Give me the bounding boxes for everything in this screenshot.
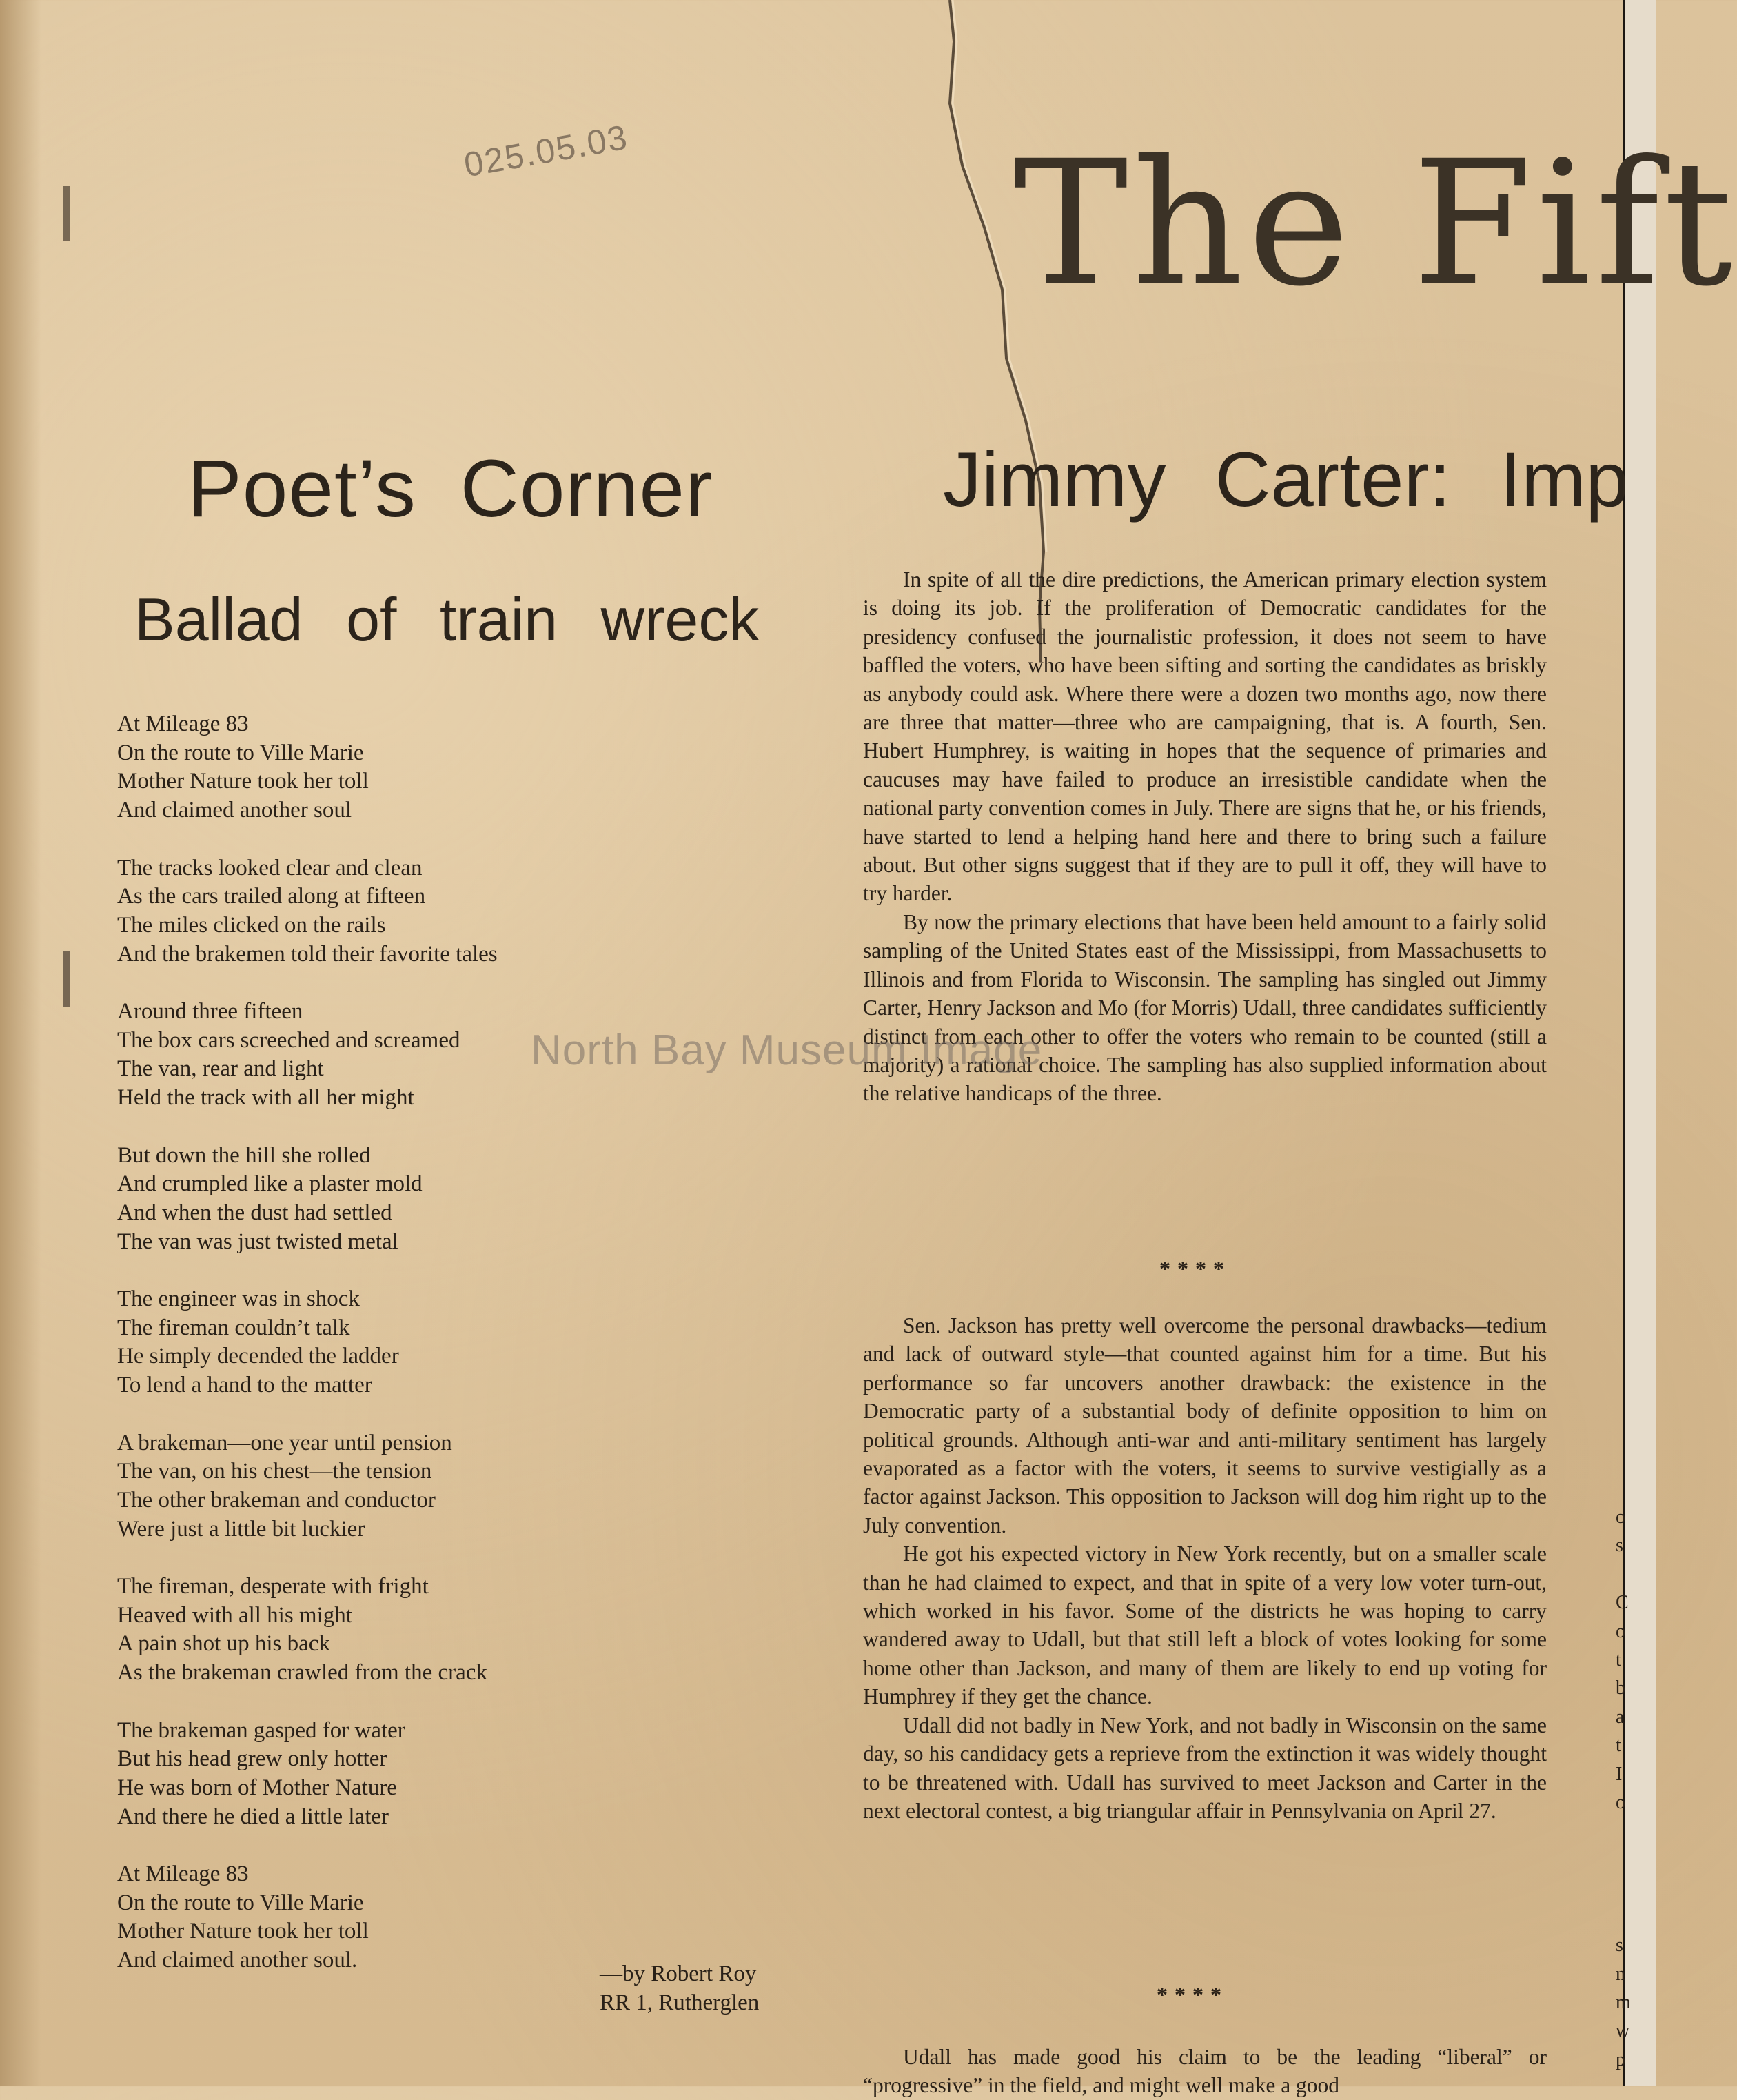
poem-line: And when the dust had settled: [117, 1200, 392, 1225]
accession-number: 025.05.03: [460, 117, 631, 185]
poem-line: To lend a hand to the matter: [117, 1373, 372, 1398]
poem-line: And there he died a little later: [117, 1804, 389, 1829]
poem-line: And the brakemen told their favorite tales: [117, 941, 498, 967]
poem-stanza: [117, 1142, 655, 1257]
poem-line: On the route to Ville Marie: [117, 740, 364, 765]
article-paragraph: Udall has made good his claim to be the leading “liberal” or “progressive” in the field, and might well make a good: [863, 2045, 1547, 2098]
poem-line: The engineer was in shock: [117, 1286, 360, 1311]
fragment-letter: a: [1616, 1706, 1625, 1728]
section-title: Poet’s Corner: [187, 443, 713, 534]
poem-line: And claimed another soul.: [117, 1948, 358, 1973]
article-headline: Jimmy Carter: Imp: [943, 436, 1629, 523]
poem-line: He simply decended the ladder: [117, 1344, 399, 1369]
article-paragraph: By now the primary elections that have been held amount to a fairly solid sampling of the United States east of the Mississippi, from Massachusetts to Illinois and from Florida to Wisconsin. The sampling has singled out Jimmy Carter, Henry Jackson and Mo (for Morris) Udall, three candidates sufficiently distinct from each other to offer the voters who remain to be counted (still a majority) a rational choice. The sampling has also supplied information about the relative handicaps of the three.: [863, 909, 1547, 1106]
section-separator: ****: [1157, 1982, 1228, 2007]
poem-line: The van, on his chest—the tension: [117, 1459, 432, 1484]
fragment-letter: b: [1616, 1677, 1625, 1699]
byline-address: RR 1, Rutherglen: [600, 1990, 760, 2015]
masthead: The Fift: [1013, 123, 1737, 324]
poem-line: Mother Nature took her toll: [117, 1919, 369, 1944]
poem-line: He was born of Mother Nature: [117, 1775, 397, 1800]
poem-line: Were just a little bit luckier: [117, 1516, 365, 1542]
fragment-letter: s: [1616, 1935, 1623, 1957]
fragment-letter: o: [1616, 1506, 1625, 1528]
fragment-letter: p: [1616, 2048, 1625, 2070]
fragment-letter: [1616, 1903, 1643, 1931]
poem-line: The other brakeman and conductor: [117, 1487, 436, 1513]
poem-line: At Mileage 83: [117, 711, 249, 736]
fragment-letter: o: [1616, 1792, 1625, 1814]
section-separator: ****: [1159, 1256, 1231, 1281]
paper-edge: [0, 0, 41, 2086]
poem-line: A pain shot up his back: [117, 1631, 330, 1657]
poem-line: The van was just twisted metal: [117, 1229, 398, 1254]
fragment-letter: C: [1616, 1592, 1629, 1614]
poem-title: Ballad of train wreck: [134, 585, 760, 654]
poem-line: On the route to Ville Marie: [117, 1890, 364, 1915]
poem-stanza: [117, 1860, 655, 1975]
article-paragraph: Sen. Jackson has pretty well overcome the personal drawbacks—tedium and lack of outward style—that counted against him for a time. But his performance so far uncovers another drawback: the existence in the Democratic party of a substantial body of definite opposition to him on political grounds. Although anti-war and anti-military sentiment has largely evaporated as a factor with the voters, it seems to survive vestigially as a factor against Jackson. This opposition to Jackson will dog him right up to the July convention.: [863, 1313, 1547, 1537]
poem-line: Held the track with all her might: [117, 1085, 414, 1111]
poem-line: The tracks looked clear and clean: [117, 855, 423, 880]
fragment-letter: [1616, 1874, 1643, 1902]
paper-tear: [943, 0, 1053, 662]
poem-line: The van, rear and light: [117, 1056, 324, 1082]
article-block: [863, 2043, 1547, 2100]
poem-line: A brakeman—one year until pension: [117, 1430, 452, 1455]
article-paragraph: Udall did not badly in New York, and not badly in Wisconsin on the same day, so his candidacy gets a reprieve from the extinction it was widely thought to be threatened with. Udall has survived to meet Jackson and Carter in the next electoral contest, a big triangular affair in Pennsylvania on April 27.: [863, 1713, 1547, 1823]
poem-line: The box cars screeched and screamed: [117, 1027, 460, 1053]
fragment-letter: m: [1616, 1991, 1631, 2013]
byline: [600, 1959, 759, 2017]
adjacent-column-fragments: [1616, 1503, 1643, 2074]
fragment-letter: n: [1616, 1963, 1625, 1985]
fragment-letter: [1616, 1560, 1643, 1588]
poem-stanza: [117, 1429, 655, 1544]
binder-mark: [63, 951, 70, 1007]
poem-stanza: [117, 710, 655, 825]
poem-stanza: [117, 1285, 655, 1400]
byline-author: —by Robert Roy: [600, 1961, 757, 1986]
poem-line: Around three fifteen: [117, 999, 303, 1024]
poem-line: The miles clicked on the rails: [117, 912, 386, 938]
poem-line: The brakeman gasped for water: [117, 1717, 405, 1743]
article-paragraph: In spite of all the dire predictions, the American primary election system is doing its job. If the proliferation of Democratic candidates for the presidency confused the journalistic profession, it does not seem to have baffled the voters, who have been sifting and sorting the candidates as briskly as anybody could ask. Where there were a dozen two months ago, now there are three that matter—three who are campaigning, that is. A fourth, Sen. Hubert Humphrey, is waiting in hopes that the sequence of primaries and caucuses may have failed to produce an irresistible candidate when the national party convention comes in July. There are signs that he, or his friends, have started to lend a helping hand here and there to bring such a failure about. But other signs suggest that if they are to pull it off, they will have to try harder.: [863, 567, 1547, 906]
fragment-letter: o: [1616, 1620, 1625, 1642]
poem-line: The fireman couldn’t talk: [117, 1315, 350, 1340]
poem-line: Mother Nature took her toll: [117, 769, 369, 794]
poem-line: The fireman, desperate with fright: [117, 1574, 429, 1599]
poem-body: [117, 710, 655, 2004]
fragment-letter: s: [1616, 1535, 1623, 1557]
poem-line: As the cars trailed along at fifteen: [117, 884, 426, 909]
poem-line: At Mileage 83: [117, 1861, 249, 1886]
fragment-letter: t: [1616, 1735, 1621, 1757]
poem-line: Heaved with all his might: [117, 1602, 352, 1628]
poem-stanza: [117, 854, 655, 969]
fragment-letter: [1616, 1817, 1643, 1845]
poem-line: But down the hill she rolled: [117, 1142, 371, 1168]
fragment-letter: w: [1616, 2020, 1630, 2042]
poem-stanza: [117, 1717, 655, 1832]
watermark: North Bay Museum Image: [531, 1027, 1043, 1074]
article-paragraph: He got his expected victory in New York recently, but on a smaller scale than he had claimed to expect, and that in spite of a very low voter turn-out, which worked in his favor. Some of the districts he was hoping to carry wandered away to Udall, but that still left a block of votes looking for some home other than Jackson, and many of them are likely to end up voting for Humphrey if they get the chance.: [863, 1542, 1547, 1709]
poem-line: As the brakeman crawled from the crack: [117, 1660, 487, 1686]
fragment-letter: [1616, 1846, 1643, 1874]
poem-line: And claimed another soul: [117, 798, 352, 823]
fragment-letter: I: [1616, 1763, 1623, 1785]
poem-line: But his head grew only hotter: [117, 1746, 387, 1772]
poem-stanza: [117, 1573, 655, 1688]
poem-line: And crumpled like a plaster mold: [117, 1171, 423, 1197]
binder-mark: [63, 186, 70, 241]
fragment-letter: t: [1616, 1649, 1621, 1671]
article-block: [863, 1311, 1547, 1825]
